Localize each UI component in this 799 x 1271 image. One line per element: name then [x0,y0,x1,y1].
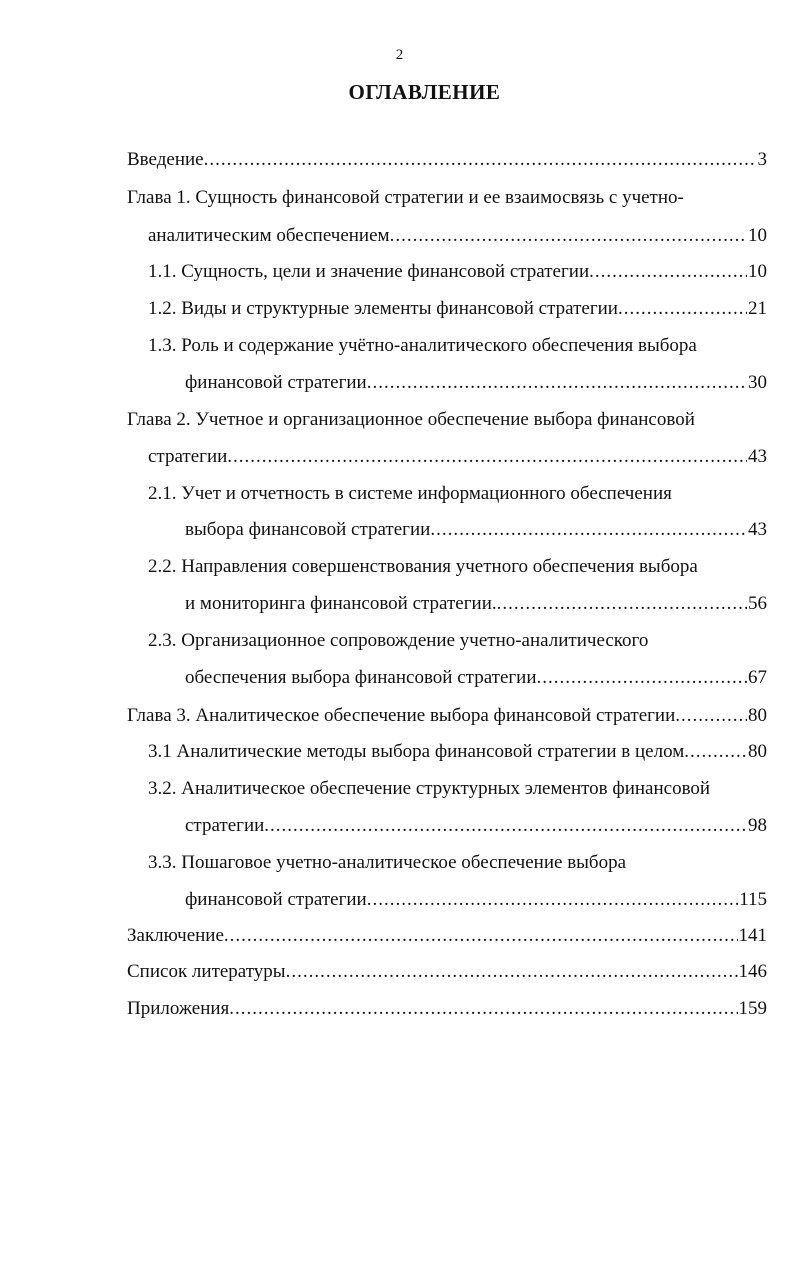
toc-entry-1-3[interactable] [185,368,767,398]
toc-entry-text: 3.1 Аналитические методы выбора финансовой стратегии в целом [148,741,685,762]
toc-page-number: 141 [738,925,767,946]
toc-entry-text: Приложения [127,998,230,1019]
leader-dots [684,737,747,767]
toc-entry-1-2[interactable] [148,294,767,324]
page-number: 2 [395,47,404,63]
toc-page-number: 21 [748,298,767,319]
leader-dots [589,257,747,287]
toc-entry-text: финансовой стратегии [185,372,367,393]
toc-entry-2-2-line1[interactable]: 2.2. Направления совершенствования учетного обеспечения выбора [148,556,698,577]
toc-page-number: 3 [757,149,767,170]
toc-page-number: 56 [748,593,767,614]
toc-entry-1-1[interactable] [148,257,767,287]
toc-page-number: 67 [748,667,767,688]
toc-entry-chapter1[interactable] [148,221,767,251]
toc-entry-chapter2[interactable] [148,442,767,472]
toc-entry-text: стратегии [148,446,228,467]
toc-entry-text: Заключение [127,925,224,946]
leader-dots [430,515,747,545]
toc-entry-text: Глава 3. Аналитическое обеспечение выбора финансовой стратегии [127,705,676,726]
toc-entry-conclusion[interactable] [127,921,767,951]
leader-dots [264,811,747,841]
leader-dots [229,994,737,1024]
toc-page-number: 43 [748,519,767,540]
toc-entry-text: обеспечения выбора финансовой стратегии [185,667,537,688]
toc-page-number: 43 [748,446,767,467]
toc-entry-text: и мониторинга финансовой стратегии. [185,593,497,614]
toc-page-number: 98 [748,815,767,836]
leader-dots [537,663,748,693]
leader-dots [618,294,747,324]
toc-page-number: 80 [748,705,767,726]
leader-dots [390,221,747,251]
toc-entry-text: аналитическим обеспечением [148,225,390,246]
toc-entry-3-3[interactable] [185,885,767,915]
toc-page-number: 115 [739,889,767,910]
toc-page-number: 80 [748,741,767,762]
leader-dots [367,885,738,915]
leader-dots [497,589,747,619]
toc-entry-1-3-line1[interactable]: 1.3. Роль и содержание учётно-аналитического обеспечения выбора [148,335,697,356]
toc-entry-chapter1-line1[interactable]: Глава 1. Сущность финансовой стратегии и ее взаимосвязь с учетно- [127,187,684,208]
toc-entry-2-2[interactable] [185,589,767,619]
toc-page-number: 10 [748,261,767,282]
toc-entry-intro[interactable] [127,145,767,175]
leader-dots [367,368,747,398]
leader-dots [675,701,747,731]
toc-entry-2-1-line1[interactable]: 2.1. Учет и отчетность в системе информационного обеспечения [148,483,672,504]
toc-entry-2-3[interactable] [185,663,767,693]
leader-dots [204,145,757,175]
toc-entry-text: Введение [127,149,204,170]
toc-entry-3-2-line1[interactable]: 3.2. Аналитическое обеспечение структурных элементов финансовой [148,778,711,799]
toc-entry-2-3-line1[interactable]: 2.3. Организационное сопровождение учетно-аналитического [148,630,649,651]
toc-entry-text: 1.1. Сущность, цели и значение финансовой стратегии [148,261,590,282]
toc-entry-3-2[interactable] [185,811,767,841]
toc-page-number: 30 [748,372,767,393]
toc-entry-3-3-line1[interactable]: 3.3. Пошаговое учетно-аналитическое обеспечение выбора [148,852,627,873]
toc-entry-text: Список литературы [127,961,286,982]
toc-page-number: 159 [738,998,767,1019]
leader-dots [227,442,747,472]
toc-entry-text: 1.2. Виды и структурные элементы финансовой стратегии [148,298,618,319]
toc-title: ОГЛАВЛЕНИЕ [348,80,501,104]
toc-entry-chapter3[interactable] [127,701,767,731]
toc-page-number: 146 [738,961,767,982]
leader-dots [224,921,738,951]
toc-entry-references[interactable] [127,957,767,987]
toc-entry-appendices[interactable] [127,994,767,1024]
toc-page-number: 10 [748,225,767,246]
toc-entry-3-1[interactable] [148,737,767,767]
leader-dots [286,957,738,987]
toc-entry-text: стратегии [185,815,265,836]
toc-entry-text: финансовой стратегии [185,889,367,910]
toc-entry-chapter2-line1[interactable]: Глава 2. Учетное и организационное обеспечение выбора финансовой [127,409,695,430]
toc-entry-text: выбора финансовой стратегии [185,519,431,540]
toc-entry-2-1[interactable] [185,515,767,545]
